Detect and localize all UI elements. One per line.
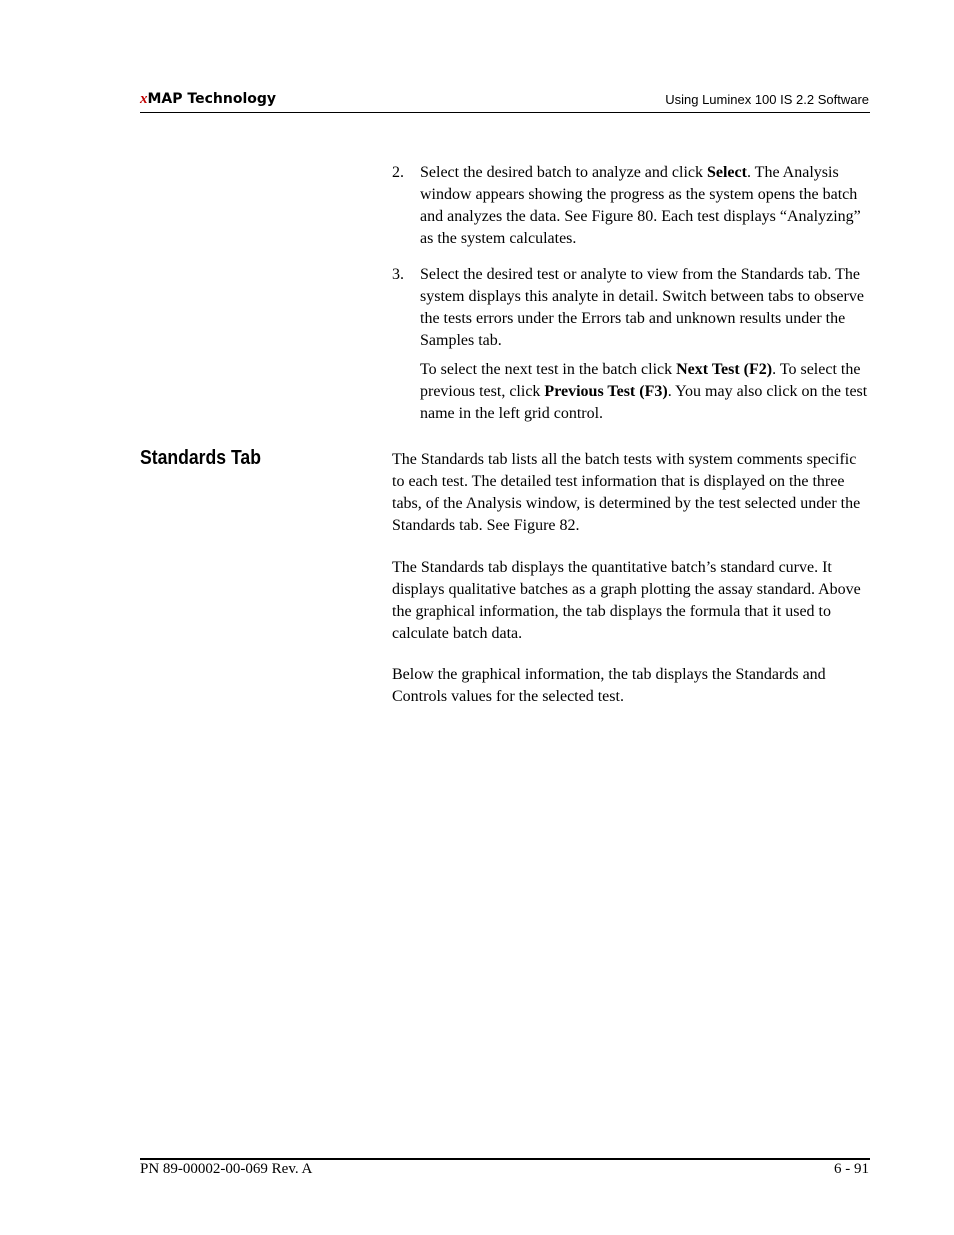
step-text-part: . The Analysis window appears showing the progress as the system opens the batch and analyzes the data. See Figure 80. Each test displays “Analyzing” as the system calculates. — [420, 164, 861, 247]
note-text-part: To select the next test in the batch click — [420, 361, 677, 378]
footer-divider — [140, 1158, 870, 1160]
step-text: Select the desired test or analyte to view from the Standards tab. The system displays this analyte in detail. Switch between tabs to observe the tests errors under the Errors tab and unknown results under the Samples tab. — [420, 266, 864, 349]
section-heading: Standards Tab — [140, 447, 261, 469]
next-test-ref: Next Test (F2) — [676, 361, 773, 378]
brand-prefix: x — [140, 91, 148, 107]
footer-part-number: PN 89-00002-00-069 Rev. A — [140, 1161, 313, 1177]
note-text-part: . To select the previous test, click — [420, 361, 861, 400]
step-2 — [392, 162, 870, 250]
section-paragraph: Below the graphical information, the tab displays the Standards and Controls values for the selected test. — [392, 666, 826, 705]
footer-page-number: 6 - 91 — [834, 1161, 869, 1177]
select-button-ref: Select — [706, 164, 747, 181]
header-doc-title: Using Luminex 100 IS 2.2 Software — [665, 92, 869, 107]
step-3-note — [420, 359, 870, 425]
section-paragraph: The Standards tab lists all the batch tests with system comments specific to each test. The detailed test information that is displayed on the three tabs, of the Analysis window, is determined by the test selected under the Standards tab. See Figure 82. — [392, 451, 861, 534]
step-number: 3. — [392, 266, 404, 283]
step-number: 2. — [392, 164, 404, 181]
step-text-part: Select the desired batch to analyze and click — [420, 164, 707, 181]
step-3 — [392, 264, 870, 352]
step-text — [420, 162, 870, 250]
section-paragraph: The Standards tab displays the quantitative batch’s standard curve. It displays qualitative batches as a graph plotting the assay standard. Above the graphical information, the tab displays the formula that it used to calculate batch data. — [392, 559, 861, 642]
previous-test-ref: Previous Test (F3) — [544, 383, 668, 400]
header-brand — [140, 91, 276, 108]
brand-name: MAP Technology — [147, 91, 277, 107]
header-divider — [140, 112, 870, 113]
note-text-part: . You may also click on the test name in the left grid control. — [420, 383, 868, 422]
